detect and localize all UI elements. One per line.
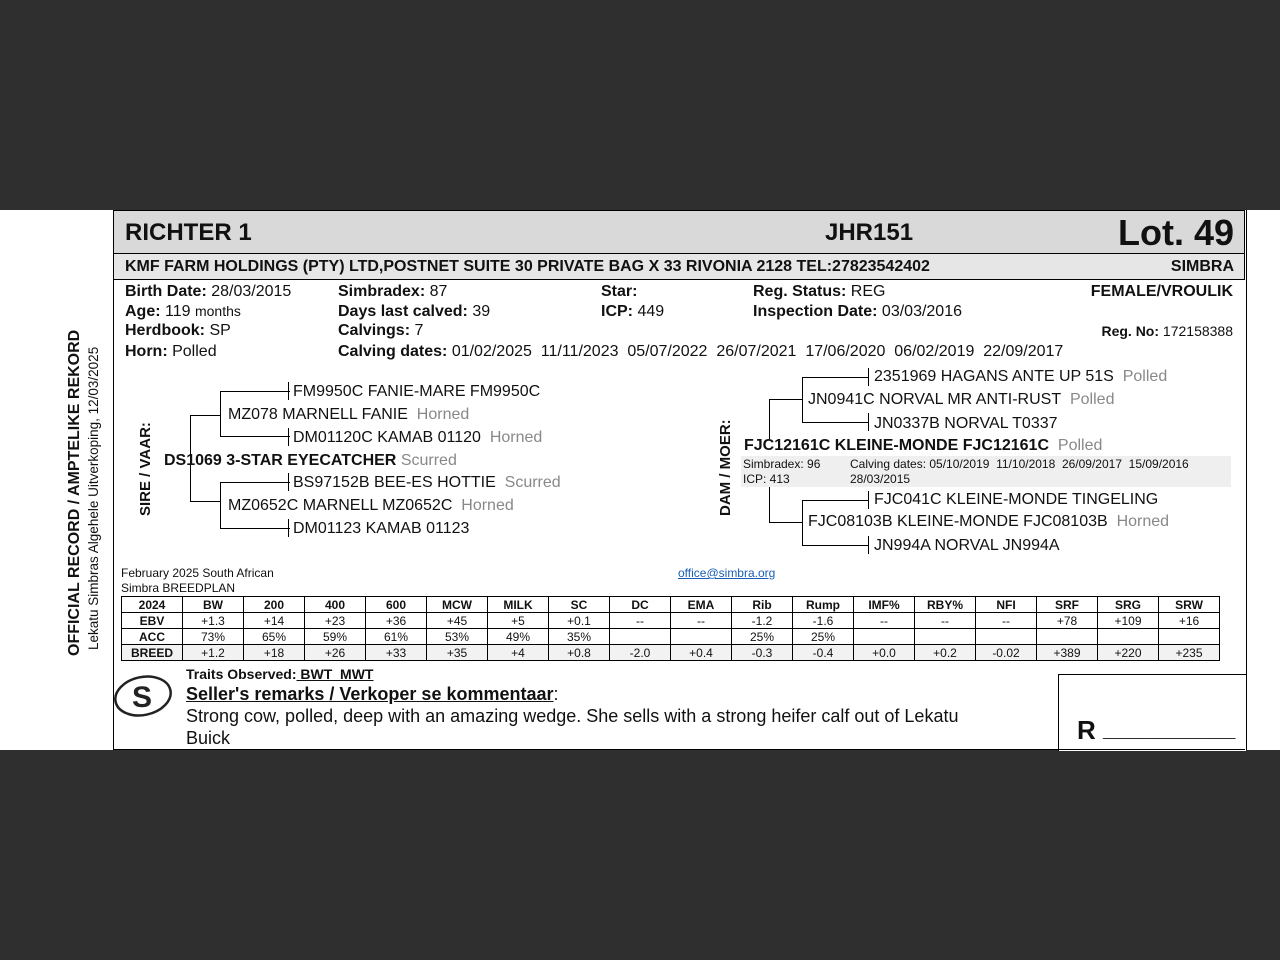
- dam-sire: JN0941C NORVAL MR ANTI-RUST Polled: [808, 391, 1115, 408]
- ebv-cell: EBV: [122, 613, 183, 629]
- ebv-cell: +45: [427, 613, 488, 629]
- star: Star:: [601, 283, 638, 300]
- ebv-cell: +18: [244, 645, 305, 661]
- ebv-cell: +389: [1037, 645, 1098, 661]
- ebv-cell: -0.3: [732, 645, 793, 661]
- ebv-cell: [1098, 629, 1159, 645]
- ebv-cell: 25%: [793, 629, 854, 645]
- ebv-cell: +16: [1159, 613, 1220, 629]
- breed-name: SIMBRA: [1170, 258, 1234, 275]
- ebv-cell: BW: [183, 597, 244, 613]
- ebv-cell: --: [976, 613, 1037, 629]
- remarks-line1: Strong cow, polled, deep with an amazing wedge. She sells with a strong heifer calf out of Lekatu: [186, 706, 959, 726]
- ebv-cell: 49%: [488, 629, 549, 645]
- icp: ICP: 449: [601, 303, 665, 320]
- ebv-cell: 73%: [183, 629, 244, 645]
- price-symbol: R: [1077, 715, 1096, 745]
- ebv-cell: +33: [366, 645, 427, 661]
- sire-dam-sire: BS97152B BEE-ES HOTTIE Scurred: [293, 474, 561, 491]
- calving-dates: Calving dates: 01/02/2025 11/11/2023 05/07/2022 26/07/2021 17/06/2020 06/02/2019 22/09/2017: [338, 343, 1064, 360]
- ebv-cell: -0.02: [976, 645, 1037, 661]
- ebv-cell: EMA: [671, 597, 732, 613]
- remarks-title: Seller's remarks / Verkoper se kommentaar:: [186, 684, 559, 704]
- ebv-cell: 400: [305, 597, 366, 613]
- ebv-cell: +0.8: [549, 645, 610, 661]
- ebv-cell: +0.1: [549, 613, 610, 629]
- ebv-cell: [671, 629, 732, 645]
- ebv-cell: +235: [1159, 645, 1220, 661]
- ebv-cell: +78: [1037, 613, 1098, 629]
- ebv-cell: --: [854, 613, 915, 629]
- ebv-cell: [976, 629, 1037, 645]
- herdbook: Herdbook: SP: [125, 322, 231, 339]
- ebv-cell: [854, 629, 915, 645]
- reg-number: Reg. No: 172158388: [1101, 323, 1233, 339]
- dam-dam-sire: FJC041C KLEINE-MONDE TINGELING: [874, 491, 1159, 508]
- ebv-cell: 59%: [305, 629, 366, 645]
- lot-number: Lot. 49: [1117, 212, 1234, 253]
- sex: FEMALE/VROULIK: [1090, 283, 1233, 300]
- card-header: [113, 210, 1245, 254]
- email-link[interactable]: office@simbra.org: [678, 566, 776, 580]
- sire-sire-dam: DM01120C KAMAB 01120 Horned: [293, 429, 543, 446]
- svg-text:S: S: [132, 681, 153, 714]
- sire-label: SIRE / VAAR:: [137, 422, 154, 516]
- sire-sire: MZ078 MARNELL FANIE Horned: [228, 406, 470, 423]
- dam: FJC12161C KLEINE-MONDE FJC12161C Polled: [744, 437, 1103, 454]
- breedplan-line1: February 2025 South African: [121, 566, 274, 580]
- ebv-cell: -1.2: [732, 613, 793, 629]
- ebv-cell: NFI: [976, 597, 1037, 613]
- ebv-cell: SC: [549, 597, 610, 613]
- ebv-cell: SRG: [1098, 597, 1159, 613]
- ebv-cell: +26: [305, 645, 366, 661]
- sire-sire-sire: FM9950C FANIE-MARE FM9950C: [293, 383, 541, 400]
- ebv-cell: -1.6: [793, 613, 854, 629]
- ebv-cell: +1.3: [183, 613, 244, 629]
- price-box: [1058, 674, 1246, 751]
- ebv-cell: +220: [1098, 645, 1159, 661]
- ebv-table: [121, 596, 1220, 661]
- animal-name: RICHTER 1: [125, 219, 252, 246]
- dam-details: Simbradex: 96 ICP: 413 Calving dates: 05/10/2019 11/10/2018 26/09/2017 15/09/2016 28/03/2015: [741, 456, 1231, 487]
- lot-card-page: [0, 210, 1280, 750]
- ebv-cell: SRF: [1037, 597, 1098, 613]
- sire-dam: MZ0652C MARNELL MZ0652C Horned: [228, 497, 514, 514]
- ebv-cell: +35: [427, 645, 488, 661]
- price-blank[interactable]: _________________: [1103, 723, 1236, 739]
- ebv-cell: 65%: [244, 629, 305, 645]
- horn-status: Horn: Polled: [125, 343, 217, 360]
- ebv-cell: MCW: [427, 597, 488, 613]
- ebv-cell: ACC: [122, 629, 183, 645]
- ebv-cell: +0.4: [671, 645, 732, 661]
- ebv-cell: [915, 629, 976, 645]
- ebv-cell: RBY%: [915, 597, 976, 613]
- dam-dam: FJC08103B KLEINE-MONDE FJC08103B Horned: [808, 513, 1170, 530]
- simbra-logo: [112, 672, 178, 720]
- ebv-cell: 35%: [549, 629, 610, 645]
- official-record-label: OFFICIAL RECORD / AMPTELIKE REKORD: [66, 329, 83, 656]
- days-last-calved: Days last calved: 39: [338, 303, 491, 320]
- owner-details: KMF FARM HOLDINGS (PTY) LTD,POSTNET SUITE 30 PRIVATE BAG X 33 RIVONIA 2128 TEL:27823542402: [125, 258, 930, 275]
- birth-date: Birth Date: 28/03/2015: [125, 283, 292, 300]
- traits-observed: Traits Observed: BWT MWT: [186, 666, 374, 682]
- ebv-cell: 53%: [427, 629, 488, 645]
- simbradex: Simbradex: 87: [338, 283, 448, 300]
- ebv-cell: 600: [366, 597, 427, 613]
- ebv-cell: [610, 629, 671, 645]
- ebv-cell: --: [610, 613, 671, 629]
- breedplan-line2: Simbra BREEDPLAN: [121, 581, 236, 595]
- ebv-cell: +4: [488, 645, 549, 661]
- age: Age: 119 months: [125, 303, 241, 320]
- ebv-cell: MILK: [488, 597, 549, 613]
- dam-dam-dam: JN994A NORVAL JN994A: [874, 537, 1060, 554]
- ebv-cell: DC: [610, 597, 671, 613]
- ebv-cell: Rib: [732, 597, 793, 613]
- sire: DS1069 3-STAR EYECATCHER Scurred: [164, 452, 457, 469]
- sire-dam-dam: DM01123 KAMAB 01123: [293, 520, 470, 537]
- dam-sire-sire: 2351969 HAGANS ANTE UP 51S Polled: [874, 368, 1168, 385]
- reg-status: Reg. Status: REG: [753, 283, 886, 300]
- animal-code: JHR151: [825, 219, 914, 246]
- calvings: Calvings: 7: [338, 322, 424, 339]
- sale-name: Lekatu Simbras Algehele Uitverkoping, 12/03/2025: [86, 346, 101, 650]
- ebv-cell: [1159, 629, 1220, 645]
- ebv-cell: +1.2: [183, 645, 244, 661]
- ebv-cell: [1037, 629, 1098, 645]
- remarks-line2: Buick: [186, 728, 231, 748]
- ebv-cell: Rump: [793, 597, 854, 613]
- ebv-cell: +36: [366, 613, 427, 629]
- ebv-cell: +0.0: [854, 645, 915, 661]
- ebv-cell: --: [915, 613, 976, 629]
- ebv-cell: --: [671, 613, 732, 629]
- ebv-cell: +5: [488, 613, 549, 629]
- ebv-cell: 200: [244, 597, 305, 613]
- inspection-date: Inspection Date: 03/03/2016: [753, 303, 962, 320]
- ebv-cell: +109: [1098, 613, 1159, 629]
- ebv-cell: +23: [305, 613, 366, 629]
- ebv-cell: +14: [244, 613, 305, 629]
- ebv-cell: -2.0: [610, 645, 671, 661]
- ebv-cell: SRW: [1159, 597, 1220, 613]
- ebv-cell: IMF%: [854, 597, 915, 613]
- dam-label: DAM / MOER:: [717, 419, 734, 516]
- owner-bar: [113, 254, 1245, 280]
- ebv-cell: BREED: [122, 645, 183, 661]
- dam-sire-dam: JN0337B NORVAL T0337: [874, 415, 1058, 432]
- ebv-cell: +0.2: [915, 645, 976, 661]
- ebv-cell: 61%: [366, 629, 427, 645]
- ebv-cell: 25%: [732, 629, 793, 645]
- ebv-cell: 2024: [122, 597, 183, 613]
- ebv-cell: -0.4: [793, 645, 854, 661]
